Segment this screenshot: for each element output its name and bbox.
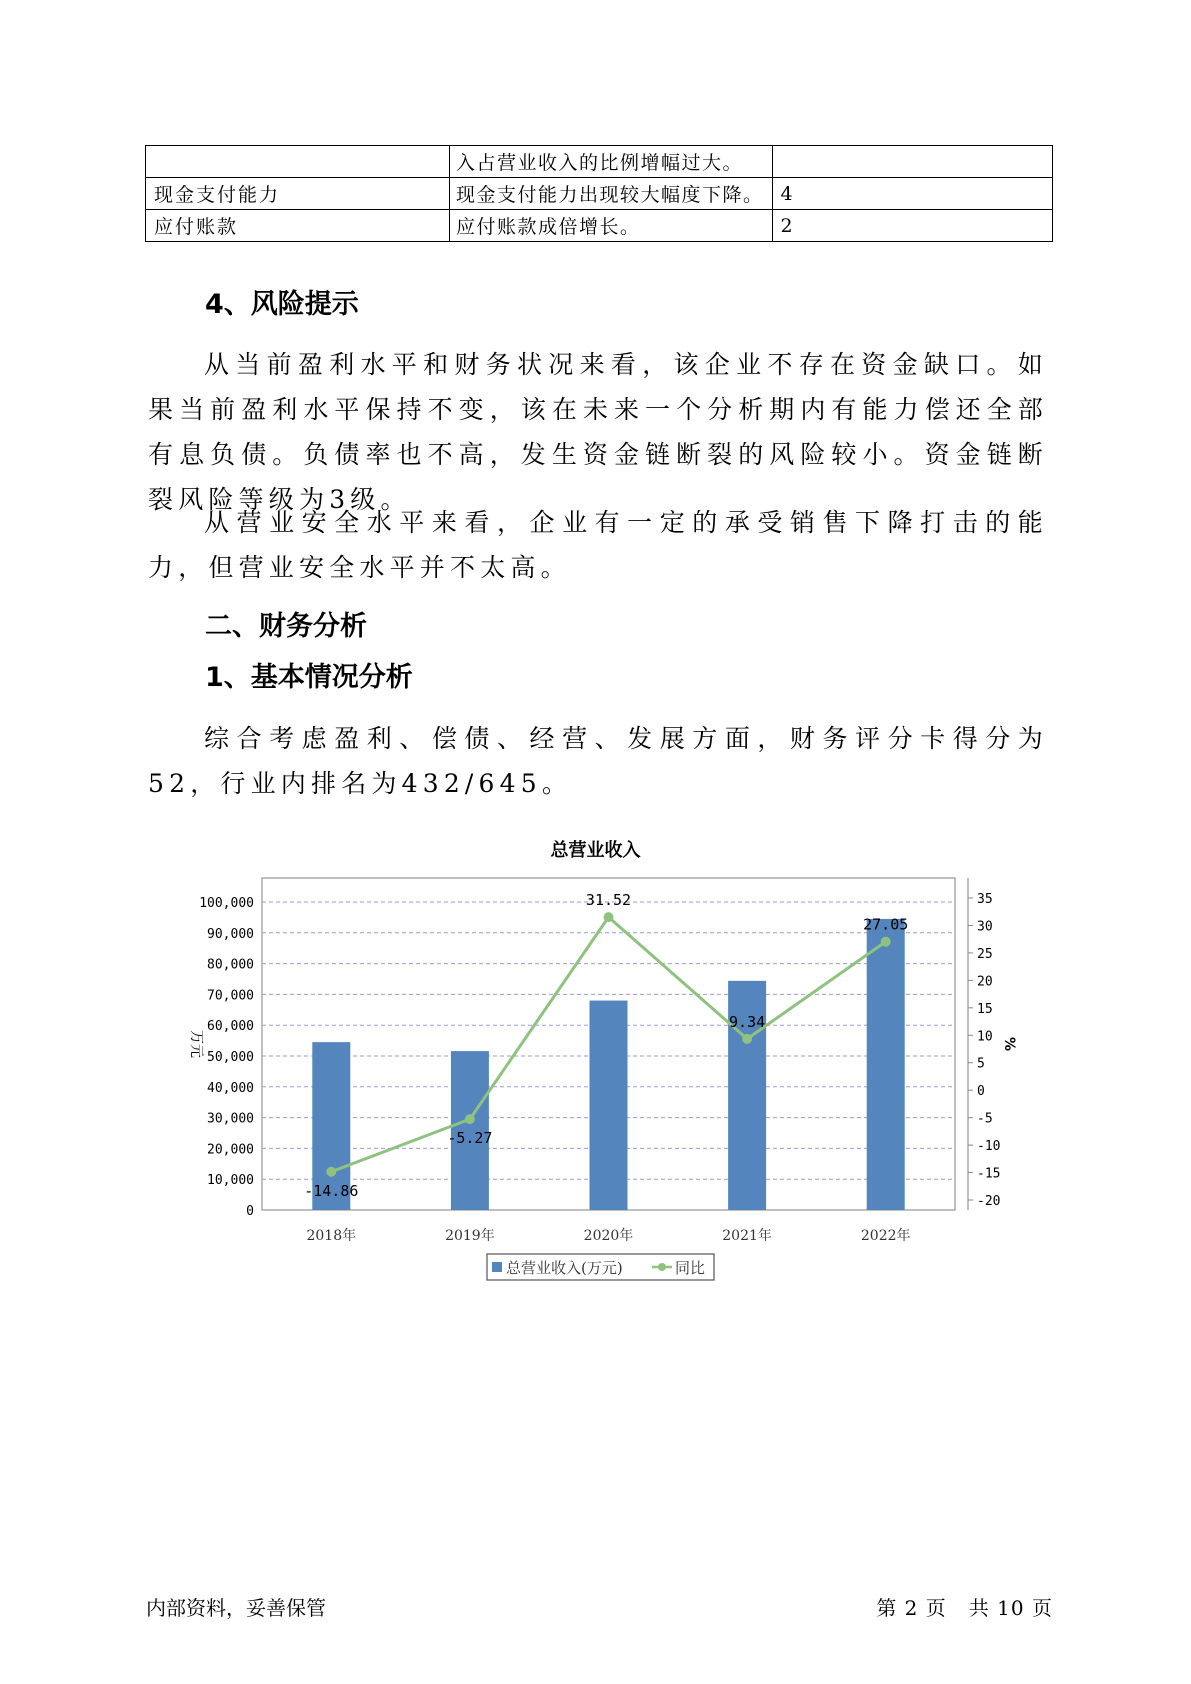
bar-2022年 <box>867 919 905 1210</box>
x-tick-label: 2019年 <box>445 1228 495 1244</box>
y2-tick-label: 10 <box>977 1029 993 1045</box>
y2-tick-label: 15 <box>977 1001 993 1017</box>
x-tick-label: 2022年 <box>860 1228 911 1244</box>
table-cell-indicator: 应付账款 <box>146 210 450 242</box>
y2-tick-label: 5 <box>977 1056 985 1072</box>
x-tick-label: 2021年 <box>722 1228 772 1244</box>
risk-heading: 4、风险提示 <box>205 289 359 320</box>
legend-bar-label: 总营业收入(万元) <box>506 1259 623 1277</box>
data-label: -14.86 <box>304 1181 359 1200</box>
data-label: 27.05 <box>863 915 909 934</box>
y-tick-label: 40,000 <box>207 1080 254 1096</box>
table-cell-description: 现金支付能力出现较大幅度下降。 <box>450 178 773 210</box>
table-cell-level: 2 <box>772 210 1052 242</box>
x-tick-label: 2018年 <box>306 1228 357 1244</box>
y2-tick-label: -20 <box>977 1194 1001 1209</box>
line-point-2019年 <box>465 1114 475 1124</box>
y2-tick-label: -10 <box>977 1139 1001 1155</box>
basic-analysis-paragraph: 综合考虑盈利、偿债、经营、发展方面，财务评分卡得分为52，行业内排名为432/645。 <box>148 724 1048 798</box>
y-axis-title: 万元 <box>188 1030 204 1058</box>
y2-tick-label: -15 <box>977 1166 1001 1182</box>
y2-tick-label: -5 <box>977 1111 993 1127</box>
legend-line-marker <box>658 1263 666 1271</box>
footer-page-number: 第 2 页 共 10 页 <box>876 1596 1053 1620</box>
finance-heading: 二、财务分析 <box>205 611 367 642</box>
legend-bar-swatch <box>492 1262 502 1272</box>
line-point-2022年 <box>881 937 891 947</box>
table-cell-description: 入占营业收入的比例增幅过大。 <box>450 146 773 178</box>
y-tick-label: 60,000 <box>207 1019 254 1035</box>
y-tick-label: 70,000 <box>207 988 254 1004</box>
y-tick-label: 90,000 <box>207 926 254 942</box>
data-label: 31.52 <box>585 891 632 910</box>
y2-axis-title: % <box>1001 1036 1017 1052</box>
table-cell-level: 4 <box>772 178 1052 210</box>
risk-paragraph-1: 从当前盈利水平和财务状况来看，该企业不存在资金缺口。如果当前盈利水平保持不变，该在未来一个分析期内有能力偿还全部有息负债。负债率也不高，发生资金链断裂的风险较小。资金链断裂风险等级为3级。 <box>148 350 1048 514</box>
y2-tick-label: 25 <box>977 946 993 962</box>
y-tick-label: 50,000 <box>207 1050 254 1065</box>
table-cell-indicator: 现金支付能力 <box>146 178 450 210</box>
data-label: -5.27 <box>447 1129 493 1148</box>
table-cell-description: 应付账款成倍增长。 <box>450 210 773 242</box>
y2-tick-label: 35 <box>977 892 993 907</box>
y-tick-label: 10,000 <box>207 1173 254 1189</box>
bar-2020年 <box>590 1001 628 1210</box>
y-tick-label: 80,000 <box>207 957 254 973</box>
line-point-2021年 <box>742 1034 752 1044</box>
basic-analysis-heading: 1、基本情况分析 <box>205 662 413 693</box>
y-tick-label: 0 <box>246 1204 254 1219</box>
chart-title: 总营业收入 <box>550 840 641 861</box>
footer-confidential: 内部资料，妥善保管 <box>146 1596 326 1620</box>
y-tick-label: 20,000 <box>207 1142 254 1158</box>
y-tick-label: 30,000 <box>207 1111 254 1127</box>
line-point-2018年 <box>326 1167 336 1177</box>
x-tick-label: 2020年 <box>583 1228 634 1244</box>
legend-line-label: 同比 <box>675 1259 706 1277</box>
y2-tick-label: 0 <box>977 1084 985 1100</box>
y-tick-label: 100,000 <box>199 896 254 911</box>
y2-tick-label: 30 <box>977 919 993 935</box>
y2-tick-label: 20 <box>977 974 993 990</box>
line-point-2020年 <box>604 912 614 922</box>
data-label: 9.34 <box>729 1012 766 1031</box>
risk-paragraph-2: 从营业安全水平来看，企业有一定的承受销售下降打击的能力，但营业安全水平并不太高。 <box>148 508 1048 582</box>
